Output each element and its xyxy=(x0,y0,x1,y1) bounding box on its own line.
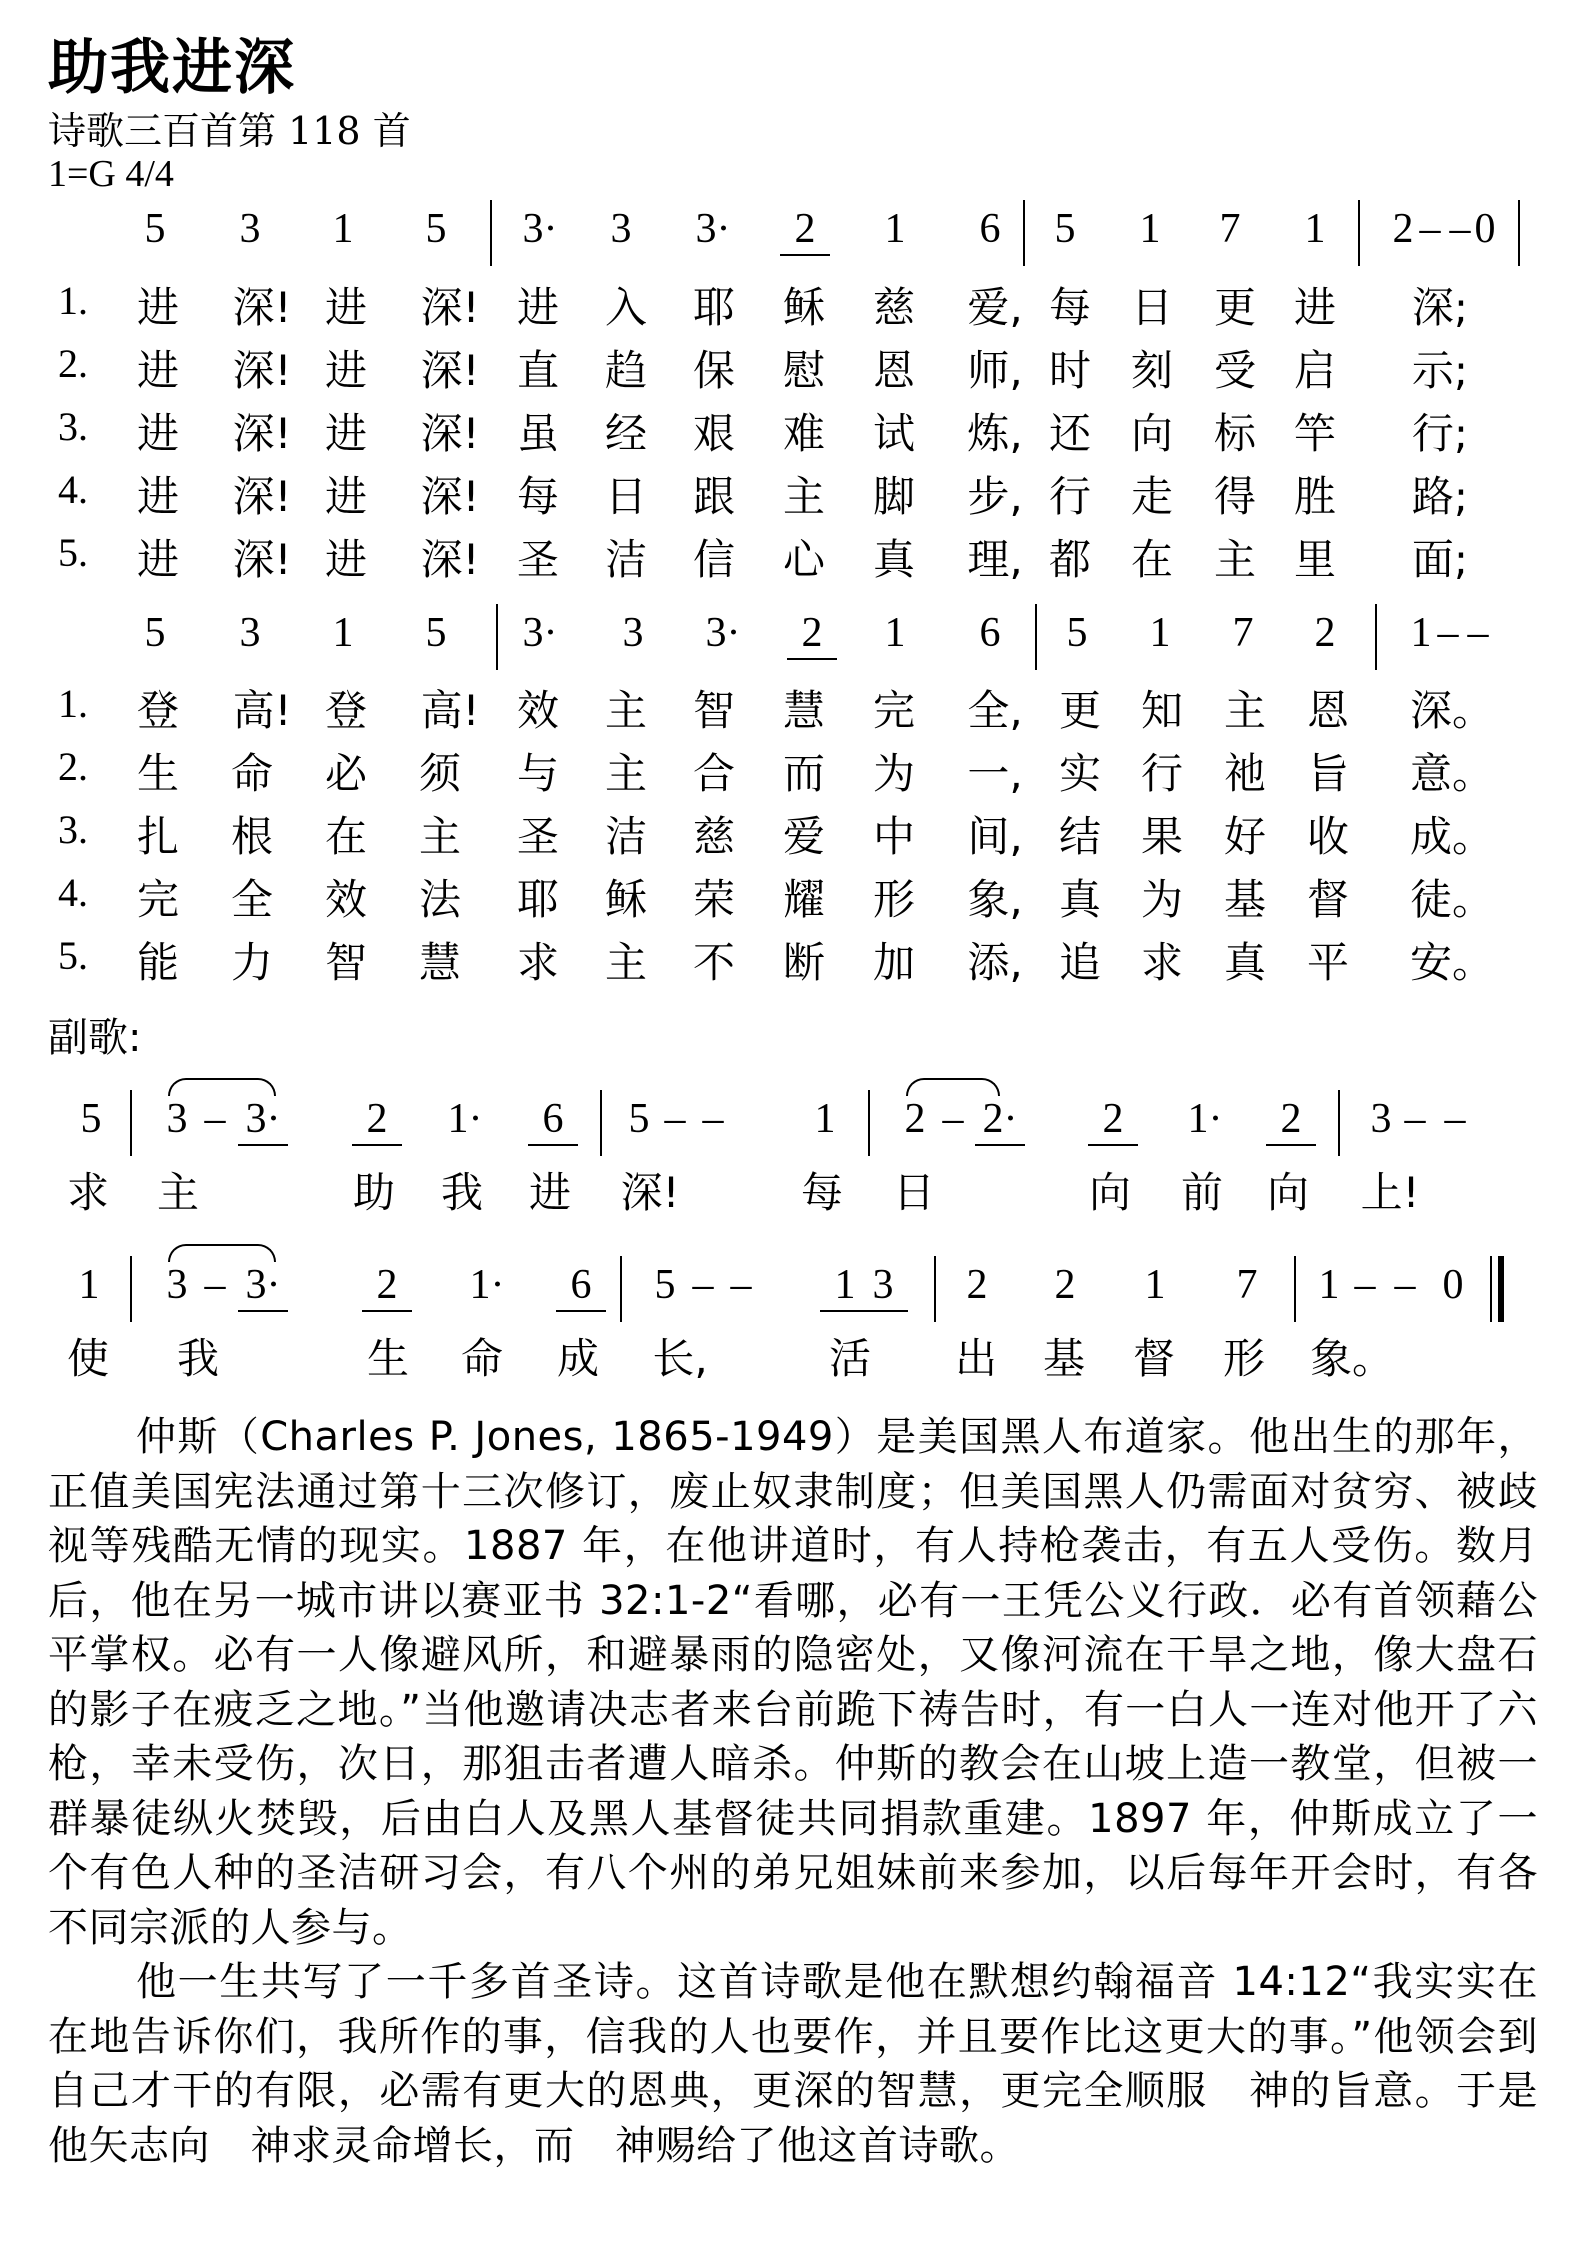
lyric: 理, xyxy=(967,535,1023,584)
lyric: 深! xyxy=(420,535,480,584)
verse-number: 2. xyxy=(58,744,88,789)
lyric: 刻 xyxy=(1130,346,1173,395)
lyric: 进 xyxy=(1293,283,1336,332)
barline xyxy=(1518,200,1520,266)
barline xyxy=(1338,1090,1340,1156)
lyric: 登 xyxy=(136,686,179,735)
lyric: 耀 xyxy=(782,875,825,924)
lyric: 活 xyxy=(828,1334,871,1383)
lyric: 向 xyxy=(1130,409,1173,458)
lyric: 路; xyxy=(1411,472,1469,521)
note: 1 xyxy=(1149,610,1171,656)
verse-number: 1. xyxy=(58,681,88,726)
barline xyxy=(490,200,492,266)
lyric: 高! xyxy=(420,686,480,735)
note: 3 xyxy=(858,1260,908,1312)
lyric: 命 xyxy=(230,749,273,798)
lyric: 竿 xyxy=(1293,409,1336,458)
lyric: 炼, xyxy=(967,409,1023,458)
note: 1 xyxy=(1304,206,1326,252)
lyric: 主 xyxy=(604,749,647,798)
lyric: 象。 xyxy=(1310,1334,1395,1383)
paragraph: 他一生共写了一千多首圣诗。这首诗歌是他在默想约翰福音 14:12“我实实在在地告诉你们，我所作的事，信我的人也要作，并且要作比这更大的事。”他领会到自己才干的有限，必需有更大的恩典，更深的智慧，更完全顺服 神的旨意。于是他矢志向 神求灵命增长，而 神赐给了他这首诗歌。 xyxy=(48,1959,1538,2169)
note: 3· xyxy=(695,206,731,252)
lyric: 慧 xyxy=(418,938,461,987)
lyric: 不 xyxy=(692,938,735,987)
note: 3 xyxy=(1370,1096,1392,1142)
lyric: 平 xyxy=(1306,938,1349,987)
lyric: 进 xyxy=(136,472,179,521)
lyric: 深! xyxy=(232,283,292,332)
note: 3 xyxy=(610,206,632,252)
lyric: 慧 xyxy=(782,686,825,735)
hymn-title: 助我进深 xyxy=(48,33,296,103)
lyric: 爱, xyxy=(967,283,1023,332)
barline xyxy=(1358,200,1360,266)
lyric: 艰 xyxy=(692,409,735,458)
lyric: 深! xyxy=(232,535,292,584)
barline xyxy=(1490,1256,1492,1322)
lyric: 直 xyxy=(516,346,559,395)
dash: – xyxy=(1419,206,1441,252)
lyric: 主 xyxy=(1223,686,1266,735)
lyric: 命 xyxy=(460,1334,503,1383)
lyric: 恩 xyxy=(872,346,915,395)
lyric: 断 xyxy=(782,938,825,987)
note: 0 xyxy=(1442,1262,1464,1308)
lyric: 里 xyxy=(1293,535,1336,584)
lyric: 进 xyxy=(516,283,559,332)
lyric: 果 xyxy=(1140,812,1183,861)
note: 1 xyxy=(332,206,354,252)
note: 3· xyxy=(705,610,741,656)
barline xyxy=(130,1090,132,1156)
lyric: 成 xyxy=(556,1334,599,1383)
note: 2 xyxy=(787,608,837,660)
lyric: 出 xyxy=(954,1334,997,1383)
note: 6 xyxy=(979,610,1001,656)
note: 6 xyxy=(556,1260,606,1312)
note: 3 xyxy=(239,206,261,252)
lyric: 收 xyxy=(1306,812,1349,861)
verse-number: 5. xyxy=(58,530,88,575)
lyric: 能 xyxy=(136,938,179,987)
lyric: 助 xyxy=(352,1168,395,1217)
lyric: 深; xyxy=(1411,283,1469,332)
lyric: 求 xyxy=(66,1168,109,1217)
note: 7 xyxy=(1219,206,1241,252)
dash: – xyxy=(664,1096,686,1142)
note: 1· xyxy=(447,1096,483,1142)
lyric: 脚 xyxy=(872,472,915,521)
lyric: 前 xyxy=(1180,1168,1223,1217)
lyric: 日 xyxy=(1130,283,1173,332)
lyric: 深。 xyxy=(1410,686,1495,735)
lyric: 力 xyxy=(230,938,273,987)
lyric: 跟 xyxy=(692,472,735,521)
lyric: 追 xyxy=(1058,938,1101,987)
lyric: 督 xyxy=(1306,875,1349,924)
lyric: 生 xyxy=(136,749,179,798)
note: 5 xyxy=(425,206,447,252)
lyric: 入 xyxy=(604,283,647,332)
lyric: 为 xyxy=(872,749,915,798)
lyric: 实 xyxy=(1058,749,1101,798)
lyric: 祂 xyxy=(1223,749,1266,798)
dash: – xyxy=(730,1262,752,1308)
barline xyxy=(1375,604,1377,670)
lyric-row xyxy=(0,401,1580,457)
chorus-label: 副歌: xyxy=(48,1015,142,1061)
paragraph: 仲斯（Charles P. Jones, 1865-1949）是美国黑人布道家。他出生的那年，正值美国宪法通过第十三次修订，废止奴隶制度；但美国黑人仍需面对贫穷、被歧视等残酷无情的现实。1887 年，在他讲道时，有人持枪袭击，有五人受伤。数月后，他在另一城市讲以赛亚书 32:1-2“看哪，必有一王凭公义行政．必有首领藉公平掌权。必有一人像避风所，和避暴雨的隐密处，又像河流在干旱之地，像大盘石的影子在疲乏之地。”当他邀请决志者来台前跪下祷告时，有一白人一连对他开了六枪，幸未受伤，次日，那狙击者遭人暗杀。仲斯的教会在山坡上造一教堂，但被一群暴徒纵火焚毁，后由白人及黑人基督徒共同捐款重建。1897 年，仲斯成立了一个有色人种的圣洁研习会，有八个州的弟兄姐妹前来参加，以后每年开会时，有各不同宗派的人参与。 xyxy=(48,1414,1538,1951)
lyric: 试 xyxy=(872,409,915,458)
chorus-line2-notes xyxy=(0,1256,1580,1316)
lyric: 更 xyxy=(1058,686,1101,735)
note: 1 xyxy=(1139,206,1161,252)
hymn-background-text xyxy=(48,1410,1538,2173)
note: 1 xyxy=(814,1096,836,1142)
chorus-line1-notes xyxy=(0,1090,1580,1150)
lyric: 必 xyxy=(324,749,367,798)
lyric-row xyxy=(0,275,1580,331)
note: 5 xyxy=(144,206,166,252)
verse-number: 5. xyxy=(58,933,88,978)
lyric: 行; xyxy=(1411,409,1469,458)
verse-number: 1. xyxy=(58,278,88,323)
lyric: 求 xyxy=(516,938,559,987)
lyric: 须 xyxy=(418,749,461,798)
note: 1· xyxy=(469,1262,505,1308)
note: 3· xyxy=(238,1094,288,1146)
note: 5 xyxy=(144,610,166,656)
note: 1 xyxy=(332,610,354,656)
chorus-line2-lyrics xyxy=(0,1326,1580,1382)
verse1-notes-row xyxy=(0,200,1580,260)
note: 2 xyxy=(362,1260,412,1312)
note: 1 xyxy=(884,610,906,656)
lyric: 登 xyxy=(324,686,367,735)
note: 3 xyxy=(239,610,261,656)
lyric: 恩 xyxy=(1306,686,1349,735)
lyric: 启 xyxy=(1293,346,1336,395)
note: 2 xyxy=(780,204,830,256)
lyric: 向 xyxy=(1088,1168,1131,1217)
lyric: 结 xyxy=(1058,812,1101,861)
lyric: 师, xyxy=(967,346,1023,395)
lyric: 时 xyxy=(1048,346,1091,395)
lyric: 基 xyxy=(1223,875,1266,924)
barline xyxy=(600,1090,602,1156)
dash: – xyxy=(692,1262,714,1308)
lyric: 进 xyxy=(324,409,367,458)
lyric: 洁 xyxy=(604,812,647,861)
barline xyxy=(130,1256,132,1322)
dash: – xyxy=(1444,1096,1466,1142)
verse-number: 3. xyxy=(58,807,88,852)
note: 2 xyxy=(1314,610,1336,656)
note: 5 xyxy=(1054,206,1076,252)
lyric: 信 xyxy=(692,535,735,584)
lyric-row xyxy=(0,930,1580,986)
lyric-row xyxy=(0,527,1580,583)
lyric: 主 xyxy=(156,1168,199,1217)
lyric: 真 xyxy=(1223,938,1266,987)
barline xyxy=(496,604,498,670)
lyric: 进 xyxy=(324,535,367,584)
lyric: 进 xyxy=(324,346,367,395)
dash: – xyxy=(1404,1096,1426,1142)
lyric: 深! xyxy=(232,472,292,521)
lyric: 知 xyxy=(1140,686,1183,735)
lyric: 我 xyxy=(440,1168,483,1217)
lyric: 在 xyxy=(1130,535,1173,584)
dash: – xyxy=(1437,610,1459,656)
final-barline xyxy=(1498,1256,1504,1322)
dash: – xyxy=(204,1096,226,1142)
note: 6 xyxy=(979,206,1001,252)
verse-number: 3. xyxy=(58,404,88,449)
note: 1 xyxy=(884,206,906,252)
hymn-source: 诗歌三百首第 118 首 xyxy=(48,109,411,153)
barline xyxy=(1035,604,1037,670)
lyric: 深! xyxy=(420,346,480,395)
lyric: 使 xyxy=(66,1334,109,1383)
key-signature: 1=G 4/4 xyxy=(48,153,174,195)
lyric: 深! xyxy=(620,1168,680,1217)
lyric: 还 xyxy=(1048,409,1091,458)
lyric: 求 xyxy=(1140,938,1183,987)
lyric: 间, xyxy=(967,812,1023,861)
note: 0 xyxy=(1474,206,1496,252)
lyric: 真 xyxy=(1058,875,1101,924)
lyric: 一, xyxy=(967,749,1023,798)
lyric: 进 xyxy=(136,409,179,458)
lyric: 安。 xyxy=(1410,938,1495,987)
lyric: 与 xyxy=(516,749,559,798)
verse-number: 4. xyxy=(58,467,88,512)
lyric: 进 xyxy=(136,535,179,584)
lyric: 根 xyxy=(230,812,273,861)
lyric: 圣 xyxy=(516,535,559,584)
lyric: 徒。 xyxy=(1410,875,1495,924)
lyric: 深! xyxy=(232,409,292,458)
lyric: 进 xyxy=(324,283,367,332)
barline xyxy=(1294,1256,1296,1322)
note: 5 xyxy=(628,1096,650,1142)
lyric-row xyxy=(0,338,1580,394)
lyric: 在 xyxy=(324,812,367,861)
dash: – xyxy=(1354,1262,1376,1308)
lyric: 效 xyxy=(516,686,559,735)
lyric: 耶 xyxy=(516,875,559,924)
lyric: 主 xyxy=(418,812,461,861)
lyric: 长, xyxy=(652,1334,708,1383)
lyric: 趋 xyxy=(604,346,647,395)
lyric: 步, xyxy=(967,472,1023,521)
lyric: 更 xyxy=(1213,283,1256,332)
lyric-row xyxy=(0,741,1580,797)
lyric: 督 xyxy=(1132,1334,1175,1383)
lyric: 全, xyxy=(967,686,1023,735)
chorus-line1-lyrics xyxy=(0,1160,1580,1216)
lyric: 真 xyxy=(872,535,915,584)
note: 1 xyxy=(1410,610,1432,656)
dash: – xyxy=(942,1096,964,1142)
note: 3 xyxy=(166,1096,188,1142)
lyric: 每 xyxy=(516,472,559,521)
dash: – xyxy=(204,1262,226,1308)
lyric-row xyxy=(0,464,1580,520)
lyric: 高! xyxy=(232,686,292,735)
lyric-row xyxy=(0,804,1580,860)
lyric: 生 xyxy=(366,1334,409,1383)
lyric: 胜 xyxy=(1293,472,1336,521)
note: 3· xyxy=(238,1260,288,1312)
dash: – xyxy=(1449,206,1471,252)
lyric: 慈 xyxy=(692,812,735,861)
lyric: 智 xyxy=(692,686,735,735)
lyric: 慈 xyxy=(872,283,915,332)
note: 5 xyxy=(654,1262,676,1308)
verse2-notes-row xyxy=(0,604,1580,664)
note: 1 xyxy=(1318,1262,1340,1308)
lyric: 走 xyxy=(1130,472,1173,521)
lyric: 进 xyxy=(136,283,179,332)
lyric: 基 xyxy=(1042,1334,1085,1383)
note: 3· xyxy=(522,610,558,656)
lyric: 标 xyxy=(1213,409,1256,458)
lyric: 主 xyxy=(1213,535,1256,584)
dash: – xyxy=(702,1096,724,1142)
lyric: 好 xyxy=(1223,812,1266,861)
lyric: 完 xyxy=(872,686,915,735)
barline xyxy=(934,1256,936,1322)
lyric: 日 xyxy=(892,1168,935,1217)
lyric: 深! xyxy=(420,472,480,521)
lyric: 荣 xyxy=(692,875,735,924)
note: 3 xyxy=(166,1262,188,1308)
note: 6 xyxy=(528,1094,578,1146)
lyric: 深! xyxy=(420,283,480,332)
barline xyxy=(868,1090,870,1156)
lyric: 形 xyxy=(872,875,915,924)
note: 7 xyxy=(1236,1262,1258,1308)
lyric: 完 xyxy=(136,875,179,924)
lyric: 示; xyxy=(1411,346,1469,395)
lyric: 进 xyxy=(136,346,179,395)
note: 2 xyxy=(352,1094,402,1146)
lyric: 我 xyxy=(176,1334,219,1383)
lyric: 稣 xyxy=(782,283,825,332)
lyric: 而 xyxy=(782,749,825,798)
lyric: 经 xyxy=(604,409,647,458)
barline xyxy=(1023,200,1025,266)
lyric: 虽 xyxy=(516,409,559,458)
barline xyxy=(620,1256,622,1322)
note: 5 xyxy=(1066,610,1088,656)
note: 2 xyxy=(966,1262,988,1308)
lyric: 慰 xyxy=(782,346,825,395)
lyric: 为 xyxy=(1140,875,1183,924)
lyric: 爱 xyxy=(782,812,825,861)
lyric: 中 xyxy=(872,812,915,861)
lyric: 进 xyxy=(324,472,367,521)
lyric: 保 xyxy=(692,346,735,395)
lyric: 添, xyxy=(967,938,1023,987)
lyric: 深! xyxy=(420,409,480,458)
lyric-row xyxy=(0,867,1580,923)
lyric: 主 xyxy=(782,472,825,521)
lyric: 加 xyxy=(872,938,915,987)
lyric: 合 xyxy=(692,749,735,798)
lyric: 深! xyxy=(232,346,292,395)
note: 1· xyxy=(1187,1096,1223,1142)
lyric: 行 xyxy=(1048,472,1091,521)
lyric: 每 xyxy=(800,1168,843,1217)
note: 2 xyxy=(1088,1094,1138,1146)
note: 3· xyxy=(522,206,558,252)
lyric: 面; xyxy=(1411,535,1469,584)
lyric: 法 xyxy=(418,875,461,924)
lyric: 进 xyxy=(528,1168,571,1217)
note: 2 xyxy=(1392,206,1414,252)
dash: – xyxy=(1467,610,1489,656)
lyric: 行 xyxy=(1140,749,1183,798)
dash: – xyxy=(1394,1262,1416,1308)
lyric: 上! xyxy=(1360,1168,1420,1217)
note: 2 xyxy=(1266,1094,1316,1146)
note: 5 xyxy=(425,610,447,656)
lyric: 意。 xyxy=(1410,749,1495,798)
lyric-row xyxy=(0,678,1580,734)
note: 3 xyxy=(622,610,644,656)
lyric: 向 xyxy=(1266,1168,1309,1217)
note: 2 xyxy=(904,1096,926,1142)
note: 2· xyxy=(975,1094,1025,1146)
lyric: 得 xyxy=(1213,472,1256,521)
lyric: 智 xyxy=(324,938,367,987)
lyric: 难 xyxy=(782,409,825,458)
lyric: 稣 xyxy=(604,875,647,924)
lyric: 主 xyxy=(604,686,647,735)
note: 1 xyxy=(78,1262,100,1308)
lyric: 全 xyxy=(230,875,273,924)
note: 1 xyxy=(820,1260,870,1312)
lyric: 扎 xyxy=(136,812,179,861)
verse-number: 4. xyxy=(58,870,88,915)
lyric: 心 xyxy=(782,535,825,584)
lyric: 象, xyxy=(967,875,1023,924)
lyric: 日 xyxy=(604,472,647,521)
lyric: 主 xyxy=(604,938,647,987)
lyric: 旨 xyxy=(1306,749,1349,798)
note: 1 xyxy=(1144,1262,1166,1308)
lyric: 圣 xyxy=(516,812,559,861)
note: 5 xyxy=(80,1096,102,1142)
lyric: 形 xyxy=(1222,1334,1265,1383)
lyric: 受 xyxy=(1213,346,1256,395)
note: 7 xyxy=(1232,610,1254,656)
lyric: 成。 xyxy=(1410,812,1495,861)
lyric: 效 xyxy=(324,875,367,924)
lyric: 都 xyxy=(1048,535,1091,584)
verse-number: 2. xyxy=(58,341,88,386)
lyric: 每 xyxy=(1048,283,1091,332)
lyric: 洁 xyxy=(604,535,647,584)
lyric: 耶 xyxy=(692,283,735,332)
note: 2 xyxy=(1054,1262,1076,1308)
